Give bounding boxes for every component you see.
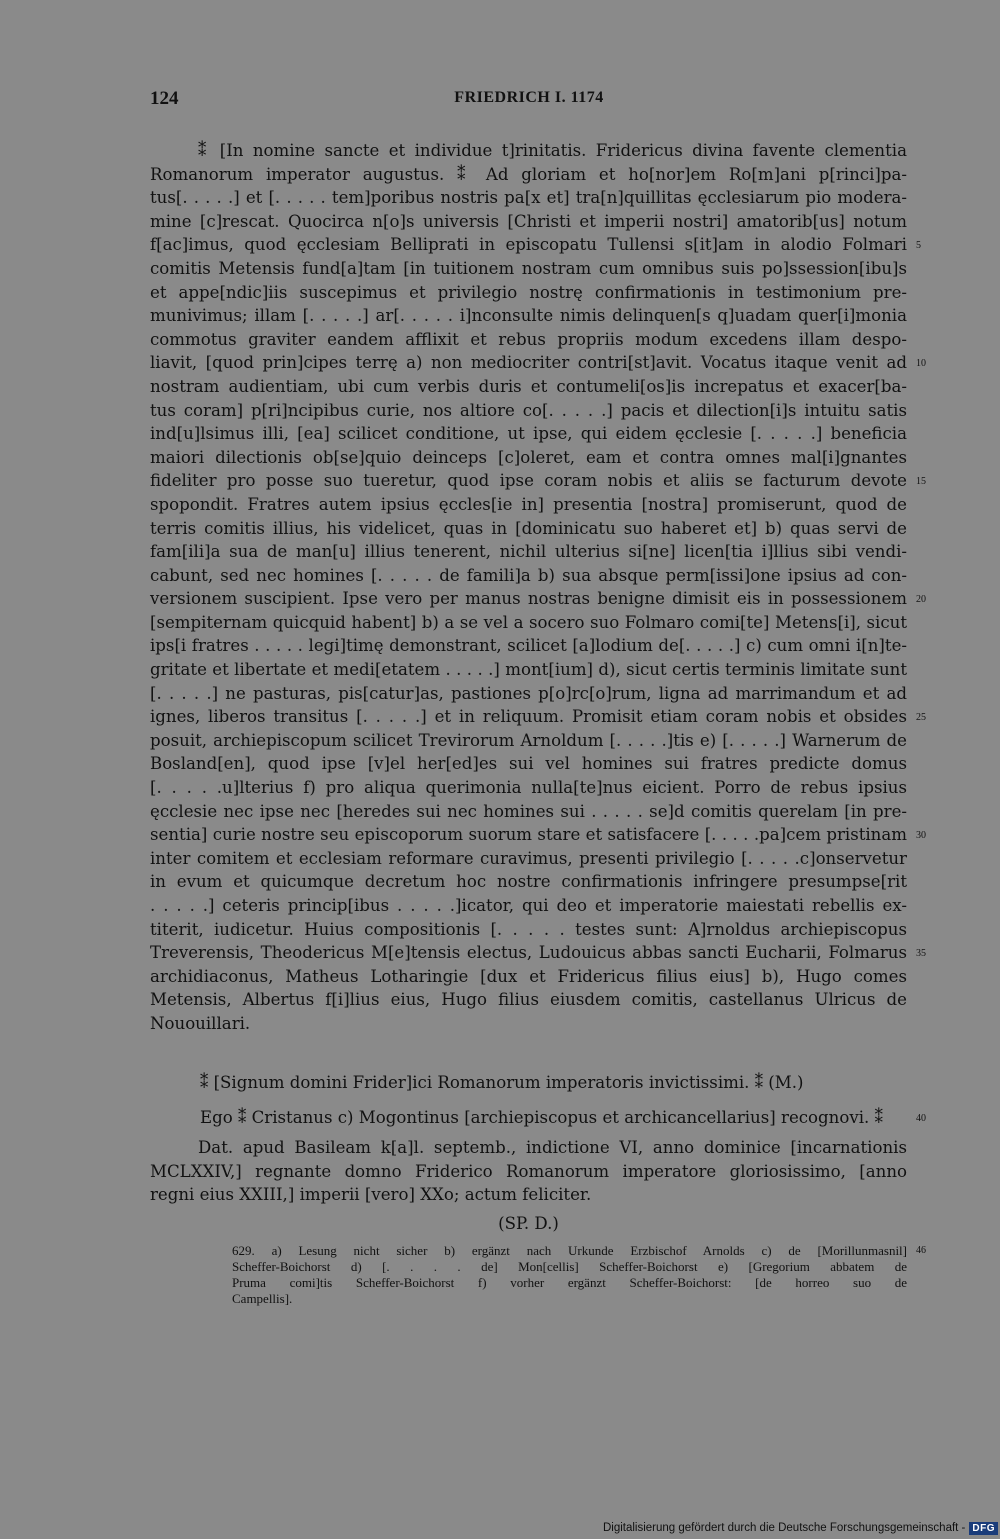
text-line-text: gritate et libertate et medi[etatem . . . . .] mont[ium] d), sicut certis terminis limitate sunt bbox=[150, 660, 907, 680]
text-line-text: ips[i fratres . . . . . legi]timę demonstrant, scilicet [a]lodium de[. . . . .] c) cum omni i[n]te- bbox=[150, 636, 907, 656]
text-line-text: liavit, [quod prin]cipes terrę a) non mediocriter contri[st]avit. Vocatus itaque venit ad bbox=[150, 353, 907, 373]
text-line-text: [sempiternam quicquid habent] b) a se vel a socero suo Folmaro comi[te] Metens[i], sicut bbox=[150, 612, 907, 632]
text-line bbox=[150, 304, 907, 328]
footnote-line bbox=[150, 1275, 907, 1291]
running-header bbox=[150, 88, 908, 118]
line-number: 15 bbox=[916, 476, 926, 488]
datum-line-text: regni eius XXIII,] imperii [vero] XXo; actum feliciter. bbox=[150, 1185, 592, 1205]
text-line bbox=[150, 941, 926, 965]
text-line-text: Bosland[en], quod ipse [v]el her[ed]es sui vel homines sui fratres predicte domus bbox=[150, 754, 907, 774]
text-line bbox=[150, 186, 907, 210]
charter-text bbox=[150, 139, 926, 1036]
line-number: 30 bbox=[916, 830, 926, 842]
text-line bbox=[150, 517, 907, 541]
text-line-text: ind[u]lsimus illi, [ea] scilicet conditione, ut ipse, qui eidem ęcclesie [. . . . .] beneficia bbox=[150, 424, 907, 444]
text-line-text: inter comitem et ecclesiam reformare curavimus, presenti privilegio [. . . . .c]onservetur bbox=[150, 848, 907, 868]
page-number: 124 bbox=[150, 88, 179, 109]
text-line bbox=[150, 918, 907, 942]
text-line-text: mine [c]rescat. Quocirca n[o]s universis [Christi et imperii nostri] amatorib[us] notum bbox=[150, 211, 907, 231]
text-line-text: ⁑ [In nomine sancte et individue t]rinitatis. Fridericus divina favente clementia bbox=[198, 141, 907, 160]
footnote-line bbox=[150, 1243, 926, 1259]
text-line bbox=[150, 328, 907, 352]
datum-line bbox=[150, 1183, 907, 1207]
text-line-text: Treverensis, Theodericus M[e]tensis electus, Ludouicus abbas sancti Eucharii, Folmarus bbox=[150, 943, 907, 963]
line-number: 25 bbox=[916, 712, 926, 724]
text-line-text: Metensis, Albertus f[i]lius eius, Hugo filius eiusdem comitis, castellanus Ulricus de bbox=[150, 990, 907, 1010]
text-line bbox=[150, 988, 907, 1012]
text-line bbox=[150, 493, 907, 517]
text-line-text: spopondit. Fratres autem ipsius ęccles[ie in] presentia [nostra] promiserunt, quod de bbox=[150, 494, 907, 514]
text-line bbox=[150, 540, 907, 564]
text-line-text: comitis Metensis fund[a]tam [in tuitionem nostram cum omnibus suis po]ssession[ibu]s bbox=[150, 258, 907, 278]
text-line bbox=[150, 611, 907, 635]
text-line bbox=[150, 682, 907, 706]
text-line-text: nostram audientiam, ubi cum verbis duris et contumeli[os]is increpatus et exacer[ba- bbox=[150, 376, 907, 396]
text-line bbox=[150, 894, 907, 918]
text-line-text: [. . . . .] ne pasturas, pis[catur]as, pastiones p[o]rc[o]rum, ligna ad marrimandum et ad bbox=[150, 683, 907, 703]
dfg-logo: DFG bbox=[969, 1522, 998, 1535]
text-line-text: archidiaconus, Matheus Lotharingie [dux et Fridericus filius eius] b), Hugo comes bbox=[150, 966, 907, 986]
text-line bbox=[150, 210, 907, 234]
footnote-line bbox=[150, 1291, 907, 1307]
line-number: 35 bbox=[916, 948, 926, 960]
text-line-text: sentia] curie nostre seu episcoporum suorum stare et satisfacere [. . . . .pa]cem pristinam bbox=[150, 825, 907, 845]
text-line bbox=[150, 870, 907, 894]
text-line bbox=[150, 233, 921, 257]
text-line bbox=[150, 281, 907, 305]
text-line-text: fideliter pro posse suo tueretur, quod ipse coram nobis et aliis se facturum devote bbox=[150, 471, 907, 491]
footnote-line bbox=[150, 1259, 907, 1275]
text-line-text: et appe[ndic]iis suscepimus et privilegio nostrę confirmationis in testimonium pre- bbox=[150, 282, 907, 302]
text-line bbox=[150, 587, 926, 611]
digitization-credit bbox=[603, 1521, 998, 1535]
text-line bbox=[150, 446, 907, 470]
datum-clause bbox=[150, 1136, 907, 1207]
seal-note: (SP. D.) bbox=[498, 1214, 559, 1233]
text-line bbox=[150, 163, 907, 187]
recognition-text: Ego ⁑ Cristanus c) Mogontinus [archiepiscopus et archicancellarius] recognovi. ⁑ bbox=[200, 1108, 883, 1127]
footnotes bbox=[150, 1243, 926, 1307]
text-line bbox=[150, 965, 907, 989]
text-line-text: tus[. . . . .] et [. . . . . tem]poribus nostris pa[x et] tra[n]quillitas ęcclesiarum pio modera- bbox=[150, 188, 907, 208]
text-line bbox=[150, 658, 907, 682]
text-line bbox=[150, 469, 926, 493]
running-title: FRIEDRICH I. 1174 bbox=[454, 89, 604, 106]
footnote-line-text: Pruma comi]tis Scheffer-Boichorst f) vorher ergänzt Scheffer-Boichorst: [de horreo suo de bbox=[232, 1275, 907, 1290]
datum-line bbox=[150, 1136, 907, 1160]
charter-lines bbox=[150, 139, 926, 1036]
text-line-text: Romanorum imperator augustus. ⁑ Ad gloriam et ho[nor]em Ro[m]ani p[rinci]pa- bbox=[150, 164, 907, 184]
text-line bbox=[150, 139, 907, 163]
datum-line-text: MCLXXIV,] regnante domno Friderico Romanorum imperatore gloriosissimo, [anno bbox=[150, 1161, 907, 1181]
text-line bbox=[150, 257, 907, 281]
text-line-text: in evum et quicumque decretum hoc nostre confirmationis infringere presumpse[rit bbox=[150, 872, 907, 892]
text-line bbox=[150, 399, 907, 423]
text-line bbox=[150, 1012, 907, 1036]
text-line-text: maiori dilectionis ob[se]quio deinceps [c]oleret, eam et contra omnes mal[i]gnantes bbox=[150, 447, 907, 467]
text-line bbox=[150, 564, 907, 588]
text-line bbox=[150, 375, 907, 399]
datum-line-text: Dat. apud Basileam k[a]l. septemb., indictione VI, anno dominice [incarnationis bbox=[198, 1138, 907, 1157]
text-line bbox=[150, 705, 926, 729]
text-line bbox=[150, 847, 907, 871]
text-line-text: ignes, liberos transitus [. . . . .] et in reliquum. Promisit etiam coram nobis et obsides bbox=[150, 707, 907, 727]
line-number: 10 bbox=[916, 358, 926, 370]
text-line-text: titerit, iudicetur. Huius compositionis [. . . . . testes sunt: A]rnoldus archiepiscopus bbox=[150, 919, 907, 939]
datum-line bbox=[150, 1160, 907, 1184]
text-line bbox=[150, 752, 907, 776]
text-line bbox=[150, 776, 907, 800]
line-number: 40 bbox=[916, 1113, 926, 1124]
line-number: 20 bbox=[916, 594, 926, 606]
text-line bbox=[150, 422, 907, 446]
datum-lines bbox=[150, 1136, 907, 1207]
recognition-line bbox=[200, 1106, 926, 1129]
text-line-text: . . . . .] ceteris princip[ibus . . . . .]icator, qui deo et imperatorie maiestati rebellis ex- bbox=[150, 896, 907, 915]
signum-line bbox=[200, 1071, 900, 1094]
signum-text: ⁑ [Signum domini Frider]ici Romanorum imperatoris invictissimi. ⁑ (M.) bbox=[200, 1073, 804, 1092]
credit-text: Digitalisierung gefördert durch die Deutsche Forschungsgemeinschaft - bbox=[602, 1522, 966, 1534]
line-number: 5 bbox=[916, 240, 921, 252]
text-line-text: terris comitis illius, his videlicet, quas in [dominicatu suo haberet et] b) quas servi de bbox=[150, 518, 907, 538]
text-line-text: versionem suscipient. Ipse vero per manus nostras benigne dimisit eis in possessionem bbox=[150, 589, 907, 609]
text-line-text: fam[ili]a sua de man[u] illius tenerent, nichil ulterius si[ne] licen[tia i]llius sibi vendi- bbox=[150, 542, 907, 562]
text-line-text: tus coram] p[ri]ncipibus curie, nos altiore co[. . . . .] pacis et dilection[i]s intuitu satis bbox=[150, 400, 907, 420]
text-line-text: f[ac]imus, quod ęcclesiam Belliprati in episcopatu Tullensi s[it]am in alodio Folmari bbox=[150, 235, 907, 255]
text-line-text: ęcclesie nec ipse nec [heredes sui nec homines sui . . . . . se]d comitis querelam [in pre- bbox=[150, 801, 907, 821]
text-line-text: [. . . . .u]lterius f) pro aliqua querimonia nulla[te]nus eicient. Porro de rebus ipsius bbox=[150, 778, 907, 798]
text-line bbox=[150, 351, 926, 375]
text-line bbox=[150, 823, 926, 847]
text-line-text: Nououillari. bbox=[150, 1013, 251, 1033]
text-line bbox=[150, 800, 907, 824]
text-line-text: posuit, archiepiscopum scilicet Trevirorum Arnoldum [. . . . .]tis e) [. . . . .] Warnerum de bbox=[150, 730, 907, 750]
text-line-text: munivimus; illam [. . . . .] ar[. . . . . i]nconsulte nimis delinquen[s q]uadam quer[i]monia bbox=[150, 306, 907, 326]
text-line bbox=[150, 634, 907, 658]
line-number: 46 bbox=[916, 1245, 926, 1256]
text-line-text: cabunt, sed nec homines [. . . . . de famili]a b) sua absque perm[issi]one ipsius ad con- bbox=[150, 565, 907, 585]
text-line-text: commotus graviter eandem afflixit et rebus propriis modum excedens illam despo- bbox=[150, 329, 907, 349]
footnote-line-text: Campellis]. bbox=[232, 1291, 293, 1306]
text-line bbox=[150, 729, 907, 753]
footnote-line-text: 629. a) Lesung nicht sicher b) ergänzt nach Urkunde Erzbischof Arnolds c) de [Morillunmasnil] bbox=[232, 1243, 907, 1258]
footnote-line-text: Scheffer-Boichorst d) [. . . . de] Mon[cellis] Scheffer-Boichorst e) [Gregorium abbatem de bbox=[232, 1259, 907, 1274]
